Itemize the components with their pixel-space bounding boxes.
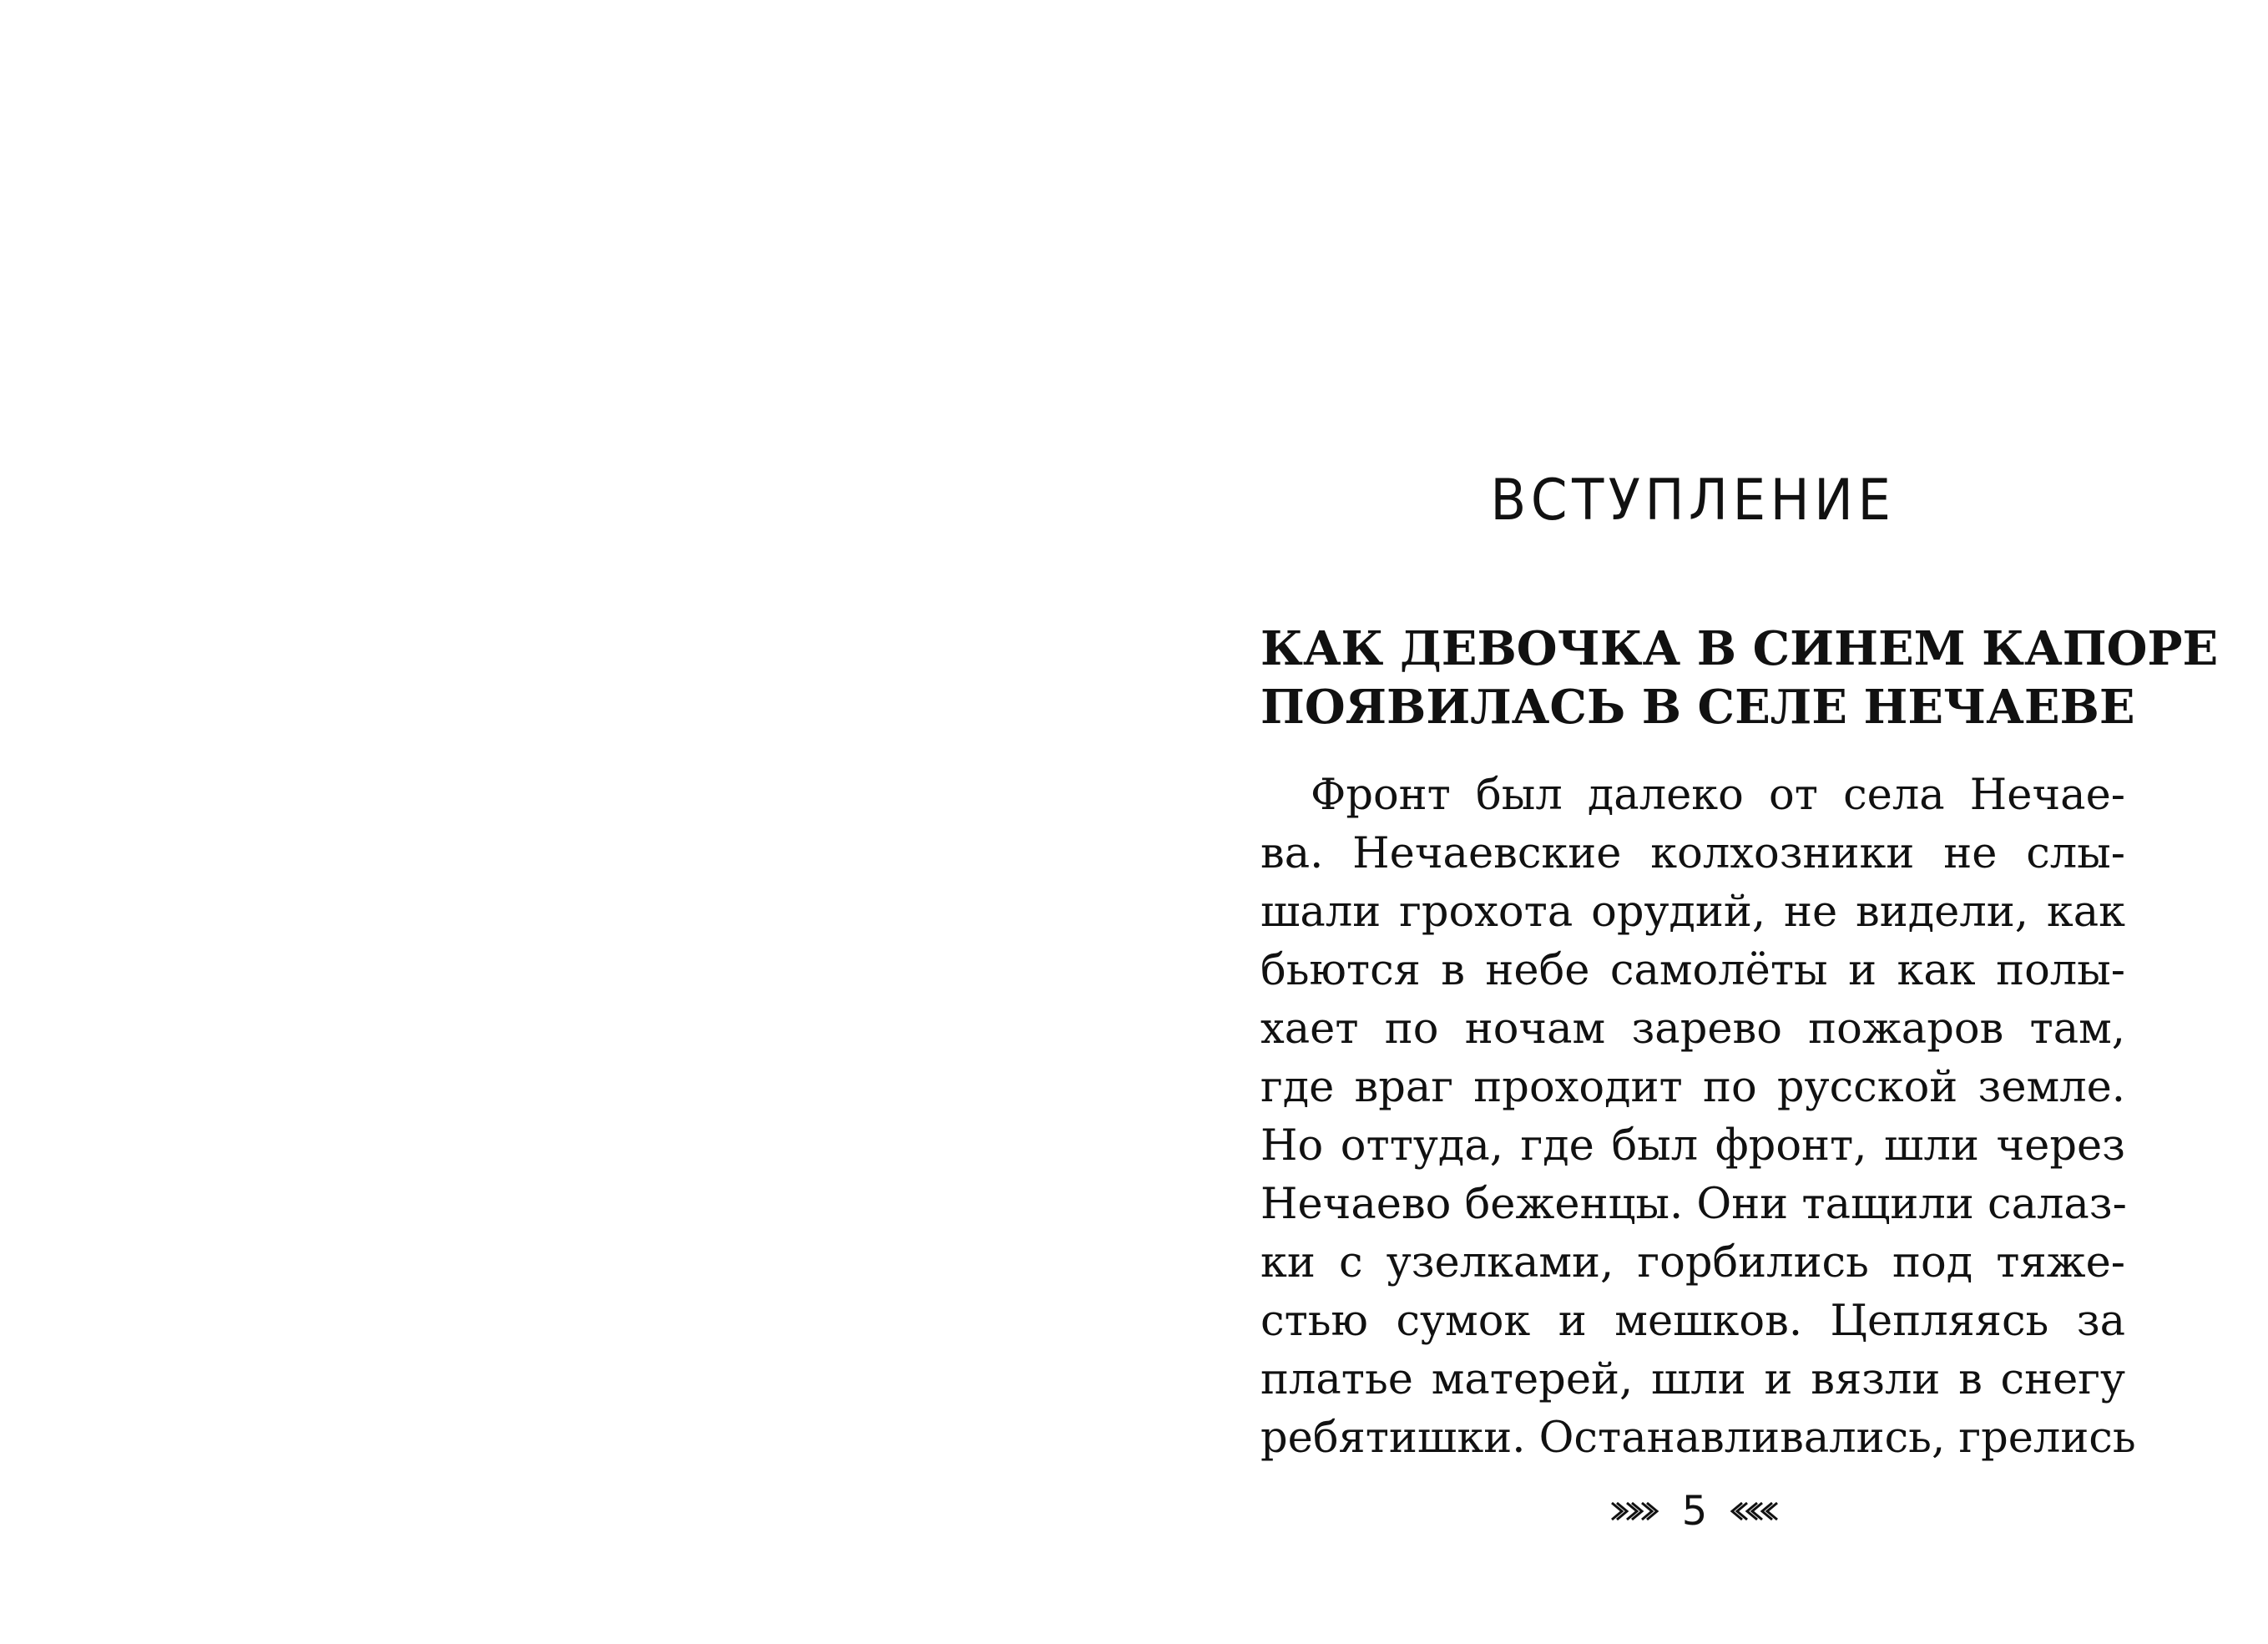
body-line: платье матерей, шли и вязли в снегу xyxy=(1260,1355,2125,1404)
body-line: Фронт был далеко от села Нечае- xyxy=(1311,771,2125,820)
chapter-title xyxy=(1260,620,2219,736)
chevrons-left-icon xyxy=(1725,1498,1779,1525)
body-text xyxy=(1260,766,2136,1468)
body-line: бьются в небе самолёты и как полы- xyxy=(1260,946,2125,995)
body-line: стью сумок и мешков. Цепляясь за xyxy=(1260,1297,2125,1346)
body-line: шали грохота орудий, не видели, как xyxy=(1260,888,2125,937)
body-line: где враг проходит по русской земле. xyxy=(1260,1063,2125,1112)
body-line: Нечаево беженцы. Они тащили салаз- xyxy=(1260,1180,2127,1229)
page-number: 5 xyxy=(1681,1488,1708,1535)
chapter-title-line-1: КАК ДЕВОЧКА В СИНЕМ КАПОРЕ xyxy=(1260,621,2219,676)
chapter-title-line-2: ПОЯВИЛАСЬ В СЕЛЕ НЕЧАЕВЕ xyxy=(1260,680,2135,735)
section-title: ВСТУПЛЕНИЕ xyxy=(1490,468,1896,534)
body-line: Но оттуда, где был фронт, шли через xyxy=(1260,1121,2125,1171)
body-line: ки с узелками, горбились под тяже- xyxy=(1260,1238,2125,1287)
page-folio xyxy=(1586,1482,1803,1540)
body-line: хает по ночам зарево пожаров там, xyxy=(1260,1004,2125,1054)
body-line: ребятишки. Останавливались, грелись xyxy=(1260,1414,2136,1463)
chevrons-right-icon xyxy=(1610,1498,1664,1525)
body-line: ва. Нечаевские колхозники не слы- xyxy=(1260,829,2125,878)
